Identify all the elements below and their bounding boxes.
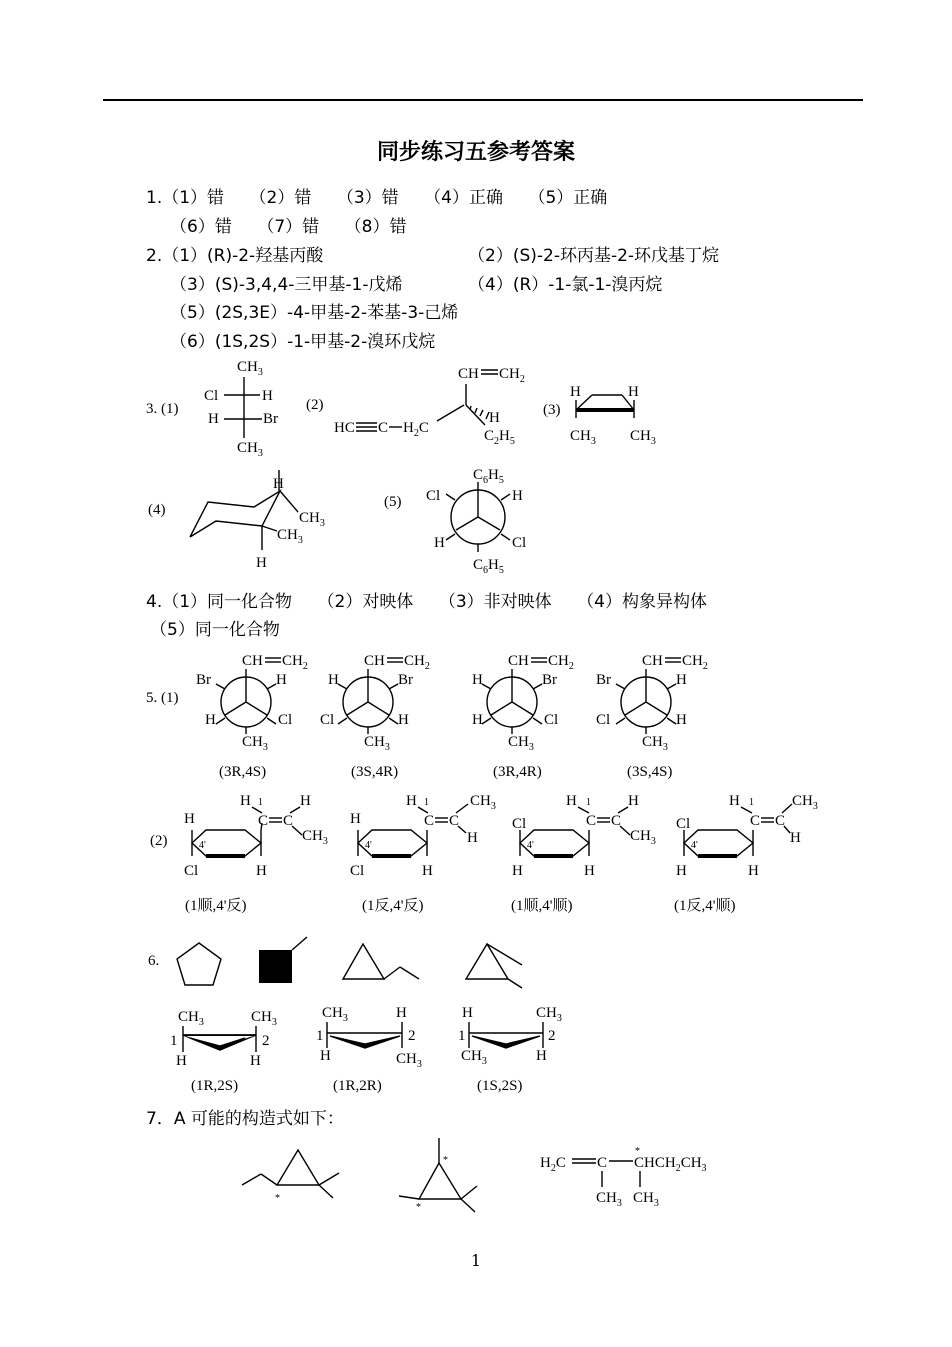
q3-label-2: (2)	[306, 397, 324, 413]
methylcyclobutane	[259, 937, 307, 983]
newman-1	[196, 653, 308, 753]
svg-text:Br: Br	[542, 672, 557, 688]
svg-text:CH3: $CH_3$	[396, 1051, 422, 1070]
svg-text:H: H	[350, 811, 361, 827]
ring-alkene-4	[676, 793, 818, 879]
q5-label-2: (2)	[150, 833, 168, 849]
ethylcyclopropane	[343, 944, 419, 979]
page-title: 同步练习五参考答案	[376, 140, 575, 165]
ring-config-4: (1反,4'顺)	[674, 898, 736, 914]
svg-text:CH3: $CH_3$	[302, 828, 328, 847]
q7-structure-3	[540, 1146, 707, 1209]
q5-label-1: 5. (1)	[146, 690, 179, 706]
svg-text:H: H	[472, 712, 483, 728]
q2-answer-1: 2.（1）(R)-2-羟基丙酸	[146, 246, 324, 266]
svg-text:H: H	[300, 793, 311, 809]
svg-text:Br: Br	[263, 411, 278, 427]
svg-text:CH3: $CH_3$	[536, 1005, 562, 1024]
q1-line1: 1.（1）错 （2）错 （3）错 （4）正确 （5）正确	[146, 188, 608, 208]
svg-text:1: 1	[749, 797, 754, 808]
q6-structures	[0, 930, 952, 1100]
svg-text:Cl: Cl	[204, 388, 219, 404]
newman-3	[472, 653, 574, 753]
svg-text:H: H	[250, 1053, 261, 1069]
svg-text:CH3: $CH_3$	[322, 1005, 348, 1024]
ring-alkene-1	[184, 793, 328, 879]
svg-text:Cl: Cl	[512, 816, 527, 832]
q7-structures	[0, 1130, 952, 1230]
q5-structures	[0, 640, 952, 940]
svg-text:C: C	[597, 1155, 608, 1171]
svg-text:1: 1	[258, 797, 263, 808]
q7-structure-2	[399, 1138, 477, 1213]
newman-2	[320, 653, 430, 753]
cyclopropane-1R2R	[316, 1005, 422, 1070]
svg-text:H: H	[256, 863, 267, 879]
svg-text:C2H5: $C_2H_5$	[484, 428, 515, 447]
svg-text:C: C	[258, 813, 269, 829]
cyclopropane-cis	[570, 384, 656, 447]
newman-config-3: (3R,4R)	[493, 764, 542, 780]
svg-text:H: H	[467, 830, 478, 846]
svg-text:H: H	[273, 476, 284, 492]
cyclopropane-config-1: (1R,2S)	[191, 1078, 239, 1094]
svg-text:2: 2	[408, 1028, 416, 1044]
svg-text:Br: Br	[596, 672, 611, 688]
svg-text:1: 1	[424, 797, 429, 808]
svg-text:*: *	[275, 1193, 280, 1204]
q2-answer-3: （3）(S)-3,4,4-三甲基-1-戊烯	[170, 275, 403, 295]
svg-text:CH3: $CH_3$	[508, 734, 534, 753]
svg-text:H: H	[422, 863, 433, 879]
svg-text:H: H	[462, 1005, 473, 1021]
cyclopropane-1S2S	[458, 1005, 562, 1067]
svg-text:CH3: $CH_3$	[633, 1190, 659, 1209]
fischer-projection	[204, 359, 278, 459]
svg-text:1: 1	[458, 1028, 466, 1044]
svg-text:H: H	[276, 672, 287, 688]
svg-text:CH: CH	[458, 366, 479, 382]
svg-text:C: C	[283, 813, 294, 829]
q3-label-4: (4)	[148, 502, 166, 518]
svg-text:H: H	[406, 793, 417, 809]
wedge-structure	[334, 366, 525, 447]
svg-text:Cl: Cl	[512, 535, 527, 551]
svg-text:H: H	[472, 672, 483, 688]
svg-text:H: H	[676, 863, 687, 879]
q1-line2: （6）错 （7）错 （8）错	[170, 217, 407, 237]
ring-config-1: (1顺,4'反)	[185, 898, 247, 914]
svg-text:H: H	[256, 555, 267, 571]
svg-text:4': 4'	[691, 840, 698, 851]
svg-text:Cl: Cl	[676, 816, 691, 832]
svg-text:CH3: $CH_3$	[251, 1009, 277, 1028]
svg-text:1: 1	[586, 797, 591, 808]
q3-label-5: (5)	[384, 494, 402, 510]
svg-text:CH: CH	[642, 653, 663, 669]
q4-line1: 4.（1）同一化合物 （2）对映体 （3）非对映体 （4）构象异构体	[146, 592, 707, 612]
svg-text:H: H	[790, 830, 801, 846]
svg-text:CH3: $CH_3$	[237, 359, 263, 378]
svg-text:C: C	[378, 420, 389, 436]
svg-text:C: C	[775, 813, 786, 829]
q2-answer-4: （4）(R）-1-氯-1-溴丙烷	[468, 275, 663, 295]
newman-config-1: (3R,4S)	[219, 764, 267, 780]
svg-text:H: H	[184, 811, 195, 827]
svg-text:H: H	[628, 384, 639, 400]
svg-text:*: *	[443, 1155, 448, 1166]
svg-text:H: H	[398, 712, 409, 728]
svg-text:Cl: Cl	[350, 863, 365, 879]
svg-text:H: H	[208, 411, 219, 427]
q7-text: 7．A 可能的构造式如下：	[146, 1109, 344, 1129]
q4-line2: （5）同一化合物	[150, 620, 280, 640]
ring-config-2: (1反,4'反)	[362, 898, 424, 914]
svg-text:CH3: $CH_3$	[630, 428, 656, 447]
newman-projection	[426, 467, 526, 576]
q3-label-1: 3. (1)	[146, 401, 179, 417]
svg-text:H: H	[328, 672, 339, 688]
svg-text:CH3: $CH_3$	[596, 1190, 622, 1209]
svg-text:CH3: $CH_3$	[461, 1048, 487, 1067]
svg-text:H: H	[489, 410, 500, 426]
q2-answer-6: （6）(1S,2S）-1-甲基-2-溴环戊烷	[170, 332, 436, 352]
svg-text:2: 2	[262, 1033, 270, 1049]
ring-config-3: (1顺,4'顺)	[511, 898, 573, 914]
svg-text:H: H	[205, 712, 216, 728]
svg-text:H: H	[512, 488, 523, 504]
svg-text:CH: CH	[508, 653, 529, 669]
q7-structure-1	[242, 1150, 339, 1204]
svg-text:H: H	[176, 1053, 187, 1069]
svg-text:H2C: $H_2C$	[540, 1155, 566, 1174]
q3-label-3: (3)	[543, 402, 561, 418]
svg-text:H: H	[628, 793, 639, 809]
cyclopropane-1R2S	[170, 1009, 277, 1069]
svg-text:*: *	[635, 1146, 640, 1157]
svg-text:H: H	[570, 384, 581, 400]
svg-text:4': 4'	[365, 840, 372, 851]
svg-text:Cl: Cl	[184, 863, 199, 879]
svg-text:Br: Br	[196, 672, 211, 688]
dimethylcyclopropane	[466, 944, 522, 988]
ring-alkene-3	[512, 793, 656, 879]
svg-text:CH3: $CH_3$	[237, 440, 263, 459]
svg-text:4': 4'	[199, 840, 206, 851]
cyclopropane-config-2: (1R,2R)	[333, 1078, 382, 1094]
svg-text:C: C	[750, 813, 761, 829]
svg-text:H: H	[320, 1048, 331, 1064]
cyclopropane-config-3: (1S,2S)	[477, 1078, 523, 1094]
svg-text:CH2: $CH_2$	[548, 653, 574, 672]
newman-config-4: (3S,4S)	[627, 764, 673, 780]
svg-text:CH: CH	[242, 653, 263, 669]
svg-text:2: 2	[548, 1028, 556, 1044]
svg-text:CH3: $CH_3$	[364, 734, 390, 753]
svg-text:CH: CH	[364, 653, 385, 669]
cyclohexane-chair	[190, 470, 325, 571]
svg-text:CH3: $CH_3$	[277, 527, 303, 546]
svg-text:*: *	[416, 1202, 421, 1213]
svg-text:H: H	[512, 863, 523, 879]
svg-text:H: H	[566, 793, 577, 809]
svg-text:HC: HC	[334, 420, 355, 436]
svg-text:C: C	[611, 813, 622, 829]
svg-text:CH2: $CH_2$	[682, 653, 708, 672]
svg-text:Cl: Cl	[544, 712, 559, 728]
svg-text:H: H	[262, 388, 273, 404]
svg-text:1: 1	[170, 1033, 178, 1049]
svg-text:CH3: $CH_3$	[299, 510, 325, 529]
svg-text:H: H	[676, 712, 687, 728]
svg-text:H2C: $H_2C$	[403, 420, 429, 439]
svg-text:H: H	[676, 672, 687, 688]
svg-text:1: 1	[316, 1028, 324, 1044]
svg-text:Cl: Cl	[278, 712, 293, 728]
page-number: 1	[470, 1251, 482, 1270]
q6-label: 6.	[148, 953, 160, 969]
svg-text:C: C	[449, 813, 460, 829]
svg-text:CH3: $CH_3$	[630, 828, 656, 847]
svg-text:CH3: $CH_3$	[178, 1009, 204, 1028]
newman-4	[596, 653, 708, 753]
svg-text:C: C	[586, 813, 597, 829]
svg-text:4': 4'	[527, 840, 534, 851]
svg-text:C: C	[424, 813, 435, 829]
svg-text:Cl: Cl	[596, 712, 611, 728]
svg-text:CH3: $CH_3$	[642, 734, 668, 753]
svg-text:H: H	[396, 1005, 407, 1021]
svg-text:CH3: $CH_3$	[570, 428, 596, 447]
svg-text:H: H	[536, 1048, 547, 1064]
svg-text:Cl: Cl	[426, 488, 441, 504]
svg-text:CH3: $CH_3$	[792, 793, 818, 812]
svg-text:Cl: Cl	[320, 712, 335, 728]
svg-text:CH2: $CH_2$	[499, 366, 525, 385]
svg-text:H: H	[434, 535, 445, 551]
svg-text:CH2: $CH_2$	[282, 653, 308, 672]
ring-alkene-2	[350, 793, 496, 879]
q3-structures	[0, 0, 952, 600]
newman-config-2: (3S,4R)	[351, 764, 399, 780]
q2-answer-2: （2）(S)-2-环丙基-2-环戊基丁烷	[468, 246, 720, 266]
svg-text:CH2: $CH_2$	[404, 653, 430, 672]
cyclopentane	[177, 943, 221, 985]
svg-text:H: H	[729, 793, 740, 809]
q2-answer-5: （5）(2S,3E）-4-甲基-2-苯基-3-己烯	[170, 303, 459, 323]
svg-text:C6H5: $C_6H_5$	[473, 557, 504, 576]
svg-text:Br: Br	[398, 672, 413, 688]
svg-text:CHCH2CH3: $CHCH_2CH_3$	[634, 1155, 707, 1174]
svg-text:CH3: $CH_3$	[242, 734, 268, 753]
svg-text:C6H5: $C_6H_5$	[473, 467, 504, 486]
svg-text:H: H	[748, 863, 759, 879]
svg-text:H: H	[584, 863, 595, 879]
svg-text:H: H	[240, 793, 251, 809]
svg-text:CH3: $CH_3$	[470, 793, 496, 812]
